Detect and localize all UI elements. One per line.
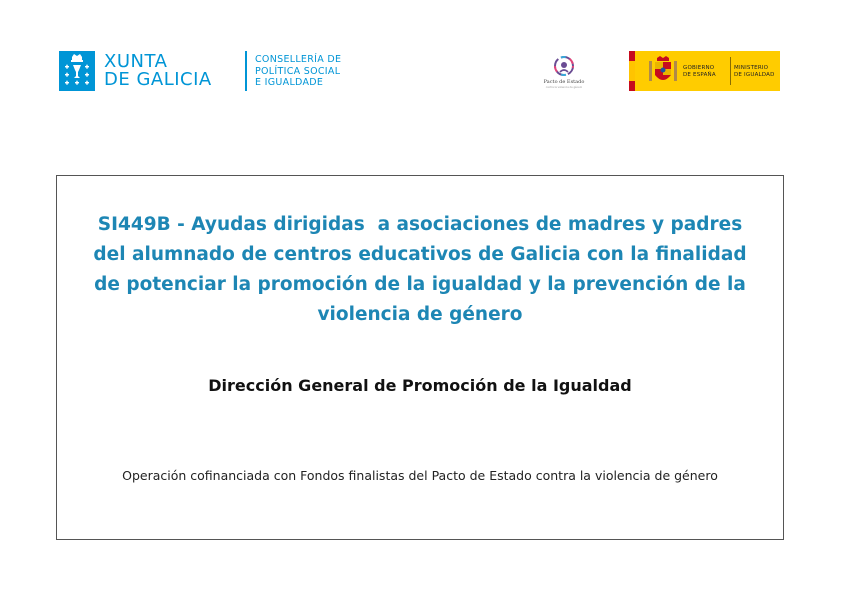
conselleria-name xyxy=(255,54,341,89)
xunta-de-galicia-logo xyxy=(59,51,374,93)
pacto-de-estado-logo xyxy=(539,52,589,92)
spain-coat-of-arms-icon xyxy=(648,55,678,87)
pacto-title: Pacto de Estado xyxy=(543,79,585,85)
gobierno-de-espana-logo xyxy=(629,51,780,91)
title-line: de potenciar la promoción de la igualdad y la prevención de la xyxy=(94,274,746,295)
gobierno-divider xyxy=(730,57,731,85)
organization-name: Dirección General de Promoción de la Igualdad xyxy=(208,376,632,395)
document-title xyxy=(57,210,783,330)
conselleria-line: CONSELLERÍA DE xyxy=(255,54,342,65)
gobierno-de-espana-text xyxy=(683,65,716,78)
ministerio-line: DE IGUALDAD xyxy=(734,71,775,78)
gobierno-line: GOBIERNO xyxy=(683,65,715,71)
logo-divider xyxy=(245,51,247,91)
conselleria-line: POLÍTICA SOCIAL xyxy=(255,65,341,77)
galicia-shield-icon xyxy=(59,51,95,91)
pacto-circle-icon xyxy=(539,52,589,80)
pacto-subtitle: contra la violencia de género xyxy=(545,86,583,89)
xunta-name-line: DE GALICIA xyxy=(104,69,212,90)
title-line: del alumnado de centros educativos de Galicia con la finalidad xyxy=(93,244,747,265)
title-line: SI449B - Ayudas dirigidas a asociaciones de madres y padres xyxy=(97,214,743,235)
xunta-name-line: XUNTA xyxy=(104,51,168,72)
document-box xyxy=(56,175,784,540)
gobierno-yellow-block xyxy=(635,51,780,91)
cofinancing-note: Operación cofinanciada con Fondos finalistas del Pacto de Estado contra la violencia de género xyxy=(122,468,718,483)
conselleria-line: E IGUALDADE xyxy=(255,77,324,88)
ministerio-de-igualdad-text xyxy=(734,65,775,78)
title-line: violencia de género xyxy=(317,304,523,325)
ministerio-line: MINISTERIO xyxy=(734,65,769,71)
xunta-name xyxy=(104,53,212,89)
gobierno-line: DE ESPAÑA xyxy=(683,71,716,78)
